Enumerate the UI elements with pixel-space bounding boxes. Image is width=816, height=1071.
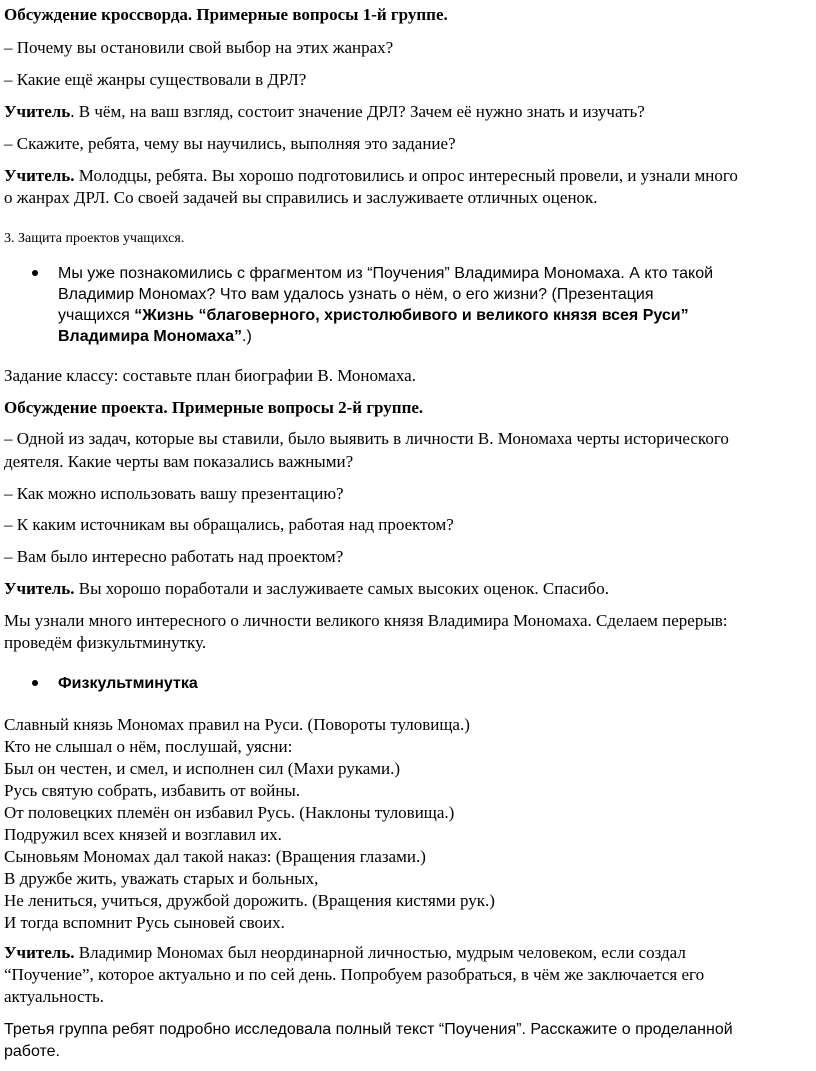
teacher-praise-text: Молодцы, ребята. Вы хорошо подготовились и опрос интересный провели, и узнали много (74, 166, 738, 185)
bullet-dot (32, 270, 38, 276)
bullet-monomakh-line4 (58, 326, 252, 348)
teacher-label: Учитель. (4, 943, 75, 962)
teacher-question-text: . В чём, на ваш взгляд, состоит значение ДРЛ? Зачем её нужно знать и изучать? (70, 102, 645, 121)
bullet-monomakh-line1: Мы уже познакомились с фрагментом из “Поучения” Владимира Мономаха. А кто такой (58, 265, 714, 282)
poem-line: Не лениться, учиться, дружбой дорожить. (Вращения кистями рук.) (4, 891, 495, 910)
bullet-dot (32, 680, 38, 686)
teacher-praise-line1 (4, 165, 738, 187)
teacher-question-paragraph (4, 101, 645, 123)
question-interesting: – Вам было интересно работать над проектом? (4, 547, 344, 566)
physical-break-heading: Физкультминутка (58, 675, 198, 692)
question-historical-traits-line2: деятеля. Какие черты вам показались важными? (4, 452, 354, 471)
poem-line: Сыновьям Мономах дал такой наказ: (Вращения глазами.) (4, 847, 426, 866)
teacher-conclusion-line1 (4, 942, 686, 964)
poem-line: Кто не слышал о нём, послушай, уясни: (4, 737, 293, 756)
break-announcement-line1: Мы узнали много интересного о личности великого князя Владимира Мономаха. Сделаем перерыв: (4, 611, 728, 630)
poem-line: Подружил всех князей и возглавил их. (4, 825, 282, 844)
poem-line: И тогда вспомнит Русь сыновей своих. (4, 913, 285, 932)
presentation-suffix: .) (242, 328, 252, 345)
crossword-discussion-heading: Обсуждение кроссворда. Примерные вопросы 1-й группе. (4, 5, 448, 24)
question-sources: – К каким источникам вы обращались, работая над проектом? (4, 515, 454, 534)
question-genres-choice: – Почему вы остановили свой выбор на этих жанрах? (4, 38, 394, 57)
poem-line: В дружбе жить, уважать старых и больных, (4, 869, 319, 888)
teacher-conclusion-text: Владимир Мономах был неординарной личностью, мудрым человеком, если создал (74, 943, 686, 962)
poem-line: От половецких племён он избавил Русь. (Наклоны туловища.) (4, 803, 455, 822)
teacher-label: Учитель (4, 102, 71, 121)
teacher-praise-line2: о жанрах ДРЛ. Со своей задачей вы справились и заслуживаете отличных оценок. (4, 188, 598, 207)
teacher-thanks (4, 578, 609, 600)
teacher-conclusion-line2: “Поучение”, которое актуально и по сей день. Попробуем разобраться, в чём же заключается его (4, 965, 705, 984)
teacher-label: Учитель. (4, 166, 75, 185)
poem-line: Русь святую собрать, избавить от войны. (4, 781, 301, 800)
question-what-learned: – Скажите, ребята, чему вы научились, выполняя это задание? (4, 134, 456, 153)
teacher-conclusion-line3: актуальность. (4, 987, 104, 1006)
bullet-monomakh-line2: Владимир Мономах? Что вам удалось узнать о нём, о его жизни? (Презентация (58, 286, 654, 303)
question-historical-traits-line1: – Одной из задач, которые вы ставили, было выявить в личности В. Мономаха черты исторического (4, 429, 729, 448)
presentation-title-part1: “Жизнь “благоверного, христолюбивого и великого князя всея Руси” (134, 307, 689, 324)
project-discussion-heading: Обсуждение проекта. Примерные вопросы 2-й группе. (4, 398, 424, 417)
presentation-title-part2: Владимира Мономаха” (58, 328, 243, 345)
presentation-prefix: учащихся (58, 307, 135, 324)
class-task: Задание классу: составьте план биографии В. Мономаха. (4, 366, 416, 385)
poem-line: Был он честен, и смел, и исполнен сил (Махи руками.) (4, 759, 401, 778)
bullet-monomakh-line3 (58, 305, 689, 327)
question-other-genres: – Какие ещё жанры существовали в ДРЛ? (4, 70, 307, 89)
teacher-thanks-text: Вы хорошо поработали и заслуживаете самых высоких оценок. Спасибо. (74, 579, 609, 598)
third-group-line1: Третья группа ребят подробно исследовала полный текст “Поучения”. Расскажите о проделанной (4, 1021, 733, 1038)
poem-line: Славный князь Мономах правил на Руси. (Повороты туловища.) (4, 715, 470, 734)
teacher-label: Учитель. (4, 579, 75, 598)
break-announcement-line2: проведём физкультминутку. (4, 633, 207, 652)
third-group-line2: работе. (4, 1043, 60, 1060)
section-heading-project-defense: 3. Защита проектов учащихся. (4, 231, 185, 246)
question-use-presentation: – Как можно использовать вашу презентацию? (4, 484, 344, 503)
